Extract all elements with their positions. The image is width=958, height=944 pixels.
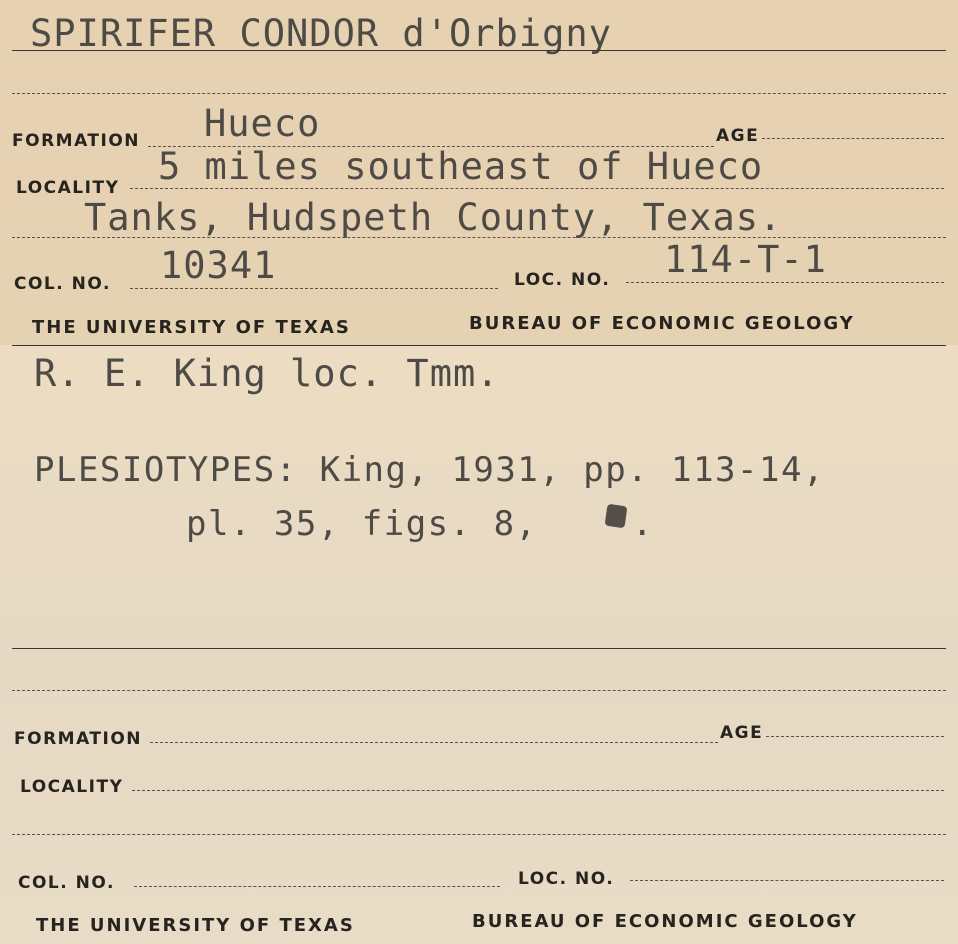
rule [12, 93, 946, 94]
loc-no-label: LOC. NO. [514, 270, 611, 290]
age-label: AGE [716, 126, 760, 146]
note-line-3-end: . [632, 504, 654, 544]
ink-smudge [605, 504, 628, 529]
rule [12, 50, 946, 51]
age-label-blank: AGE [720, 723, 764, 743]
formation-label: FORMATION [12, 131, 141, 151]
col-no-label-blank: COL. NO. [18, 873, 115, 893]
rule [766, 736, 944, 737]
rule [626, 282, 944, 283]
rule [130, 288, 498, 289]
rule [12, 345, 946, 346]
university-label: THE UNIVERSITY OF TEXAS [32, 317, 351, 338]
locality-label-blank: LOCALITY [20, 777, 124, 797]
rule [134, 886, 500, 887]
locality-line2: Tanks, Hudspeth County, Texas. [84, 196, 783, 239]
locality-label: LOCALITY [16, 178, 120, 198]
formation-value: Hueco [204, 102, 321, 145]
rule [12, 648, 946, 649]
rule [12, 834, 946, 835]
note-line-2: PLESIOTYPES: King, 1931, pp. 113-14, [34, 450, 825, 490]
loc-no-label-blank: LOC. NO. [518, 869, 615, 889]
rule [12, 690, 946, 691]
rule [762, 138, 944, 139]
bureau-label-blank: BUREAU OF ECONOMIC GEOLOGY [472, 911, 858, 932]
university-label-blank: THE UNIVERSITY OF TEXAS [36, 915, 355, 936]
rule [132, 790, 944, 791]
species-name: SPIRIFER CONDOR d'Orbigny [30, 12, 612, 55]
rule [130, 188, 944, 189]
bureau-label: BUREAU OF ECONOMIC GEOLOGY [469, 313, 855, 334]
note-line-3: pl. 35, figs. 8, [186, 504, 538, 544]
col-no-value: 10341 [160, 244, 277, 287]
note-line-1: R. E. King loc. Tmm. [34, 352, 500, 395]
loc-no-value: 114-T-1 [664, 238, 827, 281]
col-no-label: COL. NO. [14, 274, 111, 294]
locality-line1: 5 miles southeast of Hueco [158, 145, 764, 188]
rule [150, 742, 718, 743]
formation-label-blank: FORMATION [14, 729, 143, 749]
rule [630, 880, 944, 881]
